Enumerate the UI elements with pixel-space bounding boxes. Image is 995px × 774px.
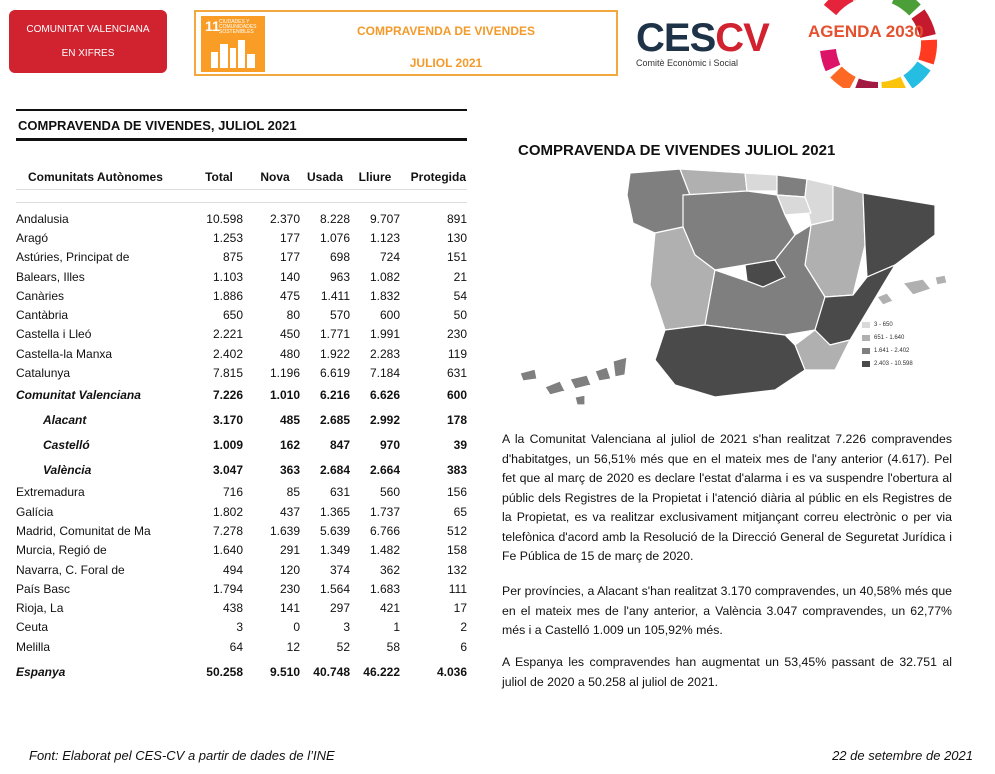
sales-table [16, 165, 467, 688]
cell-lliure: 58 [386, 639, 400, 654]
cell-protegida: 178 [446, 413, 467, 428]
legend-item [862, 318, 913, 331]
cell-lliure: 421 [379, 601, 400, 616]
region-cantabria [745, 173, 777, 191]
cell-lliure: 1.737 [369, 504, 400, 519]
row-label: Castella-la Manxa [16, 346, 113, 361]
logo-cv: CV [715, 16, 769, 60]
row-label: Castelló [43, 438, 90, 453]
region-canaries [520, 357, 627, 405]
sdg-text: CIUDADES Y COMUNIDADES SOSTENIBLES [219, 19, 257, 35]
cell-lliure: 46.222 [363, 665, 400, 680]
cell-lliure: 560 [379, 485, 400, 500]
cell-nova: 230 [279, 581, 300, 596]
row-label: Balears, Illes [16, 269, 85, 284]
cell-protegida: 151 [446, 250, 467, 265]
row-label: Castella i Lleó [16, 327, 92, 342]
cell-lliure: 724 [379, 250, 400, 265]
cell-total: 1.802 [212, 504, 243, 519]
cell-usada: 570 [329, 308, 350, 323]
cell-nova: 177 [279, 250, 300, 265]
cell-total: 3 [236, 620, 243, 635]
cell-usada: 698 [329, 250, 350, 265]
table-title: COMPRAVENDA DE VIVENDES, JULIOL 2021 [18, 118, 297, 133]
cell-total: 1.886 [212, 288, 243, 303]
region-galicia [627, 169, 690, 233]
cell-usada: 2.685 [319, 413, 350, 428]
cell-protegida: 39 [453, 438, 467, 453]
row-label: Melilla [16, 639, 51, 654]
row-label: Madrid, Comunitat de Ma [16, 523, 151, 538]
cell-usada: 1.365 [319, 504, 350, 519]
cell-lliure: 362 [379, 562, 400, 577]
cell-protegida: 600 [446, 388, 467, 403]
table-row [16, 458, 467, 483]
row-label: Andalusia [16, 211, 69, 226]
row-label: Astúries, Principat de [16, 250, 130, 265]
paragraph-3: A Espanya les compravendes han augmentat un 53,45% passant de 32.751 al juliol de 2020 a 50.258 al juliol de 2021. [502, 655, 952, 689]
cell-total: 650 [222, 308, 243, 323]
cell-lliure: 2.664 [369, 463, 400, 478]
cell-usada: 2.684 [319, 463, 350, 478]
cell-total: 7.815 [212, 366, 243, 381]
table-row [16, 521, 467, 540]
legend-label: 1.641 - 2.402 [874, 347, 910, 354]
table-row [16, 325, 467, 344]
cell-nova: 9.510 [269, 665, 300, 680]
legend-label: 651 - 1.640 [874, 334, 905, 341]
cell-protegida: 158 [446, 543, 467, 558]
cell-nova: 1.639 [269, 523, 300, 538]
cell-usada: 963 [329, 269, 350, 284]
map-title: COMPRAVENDA DE VIVENDES JULIOL 2021 [518, 142, 836, 159]
legend-swatch [862, 335, 870, 341]
cell-total: 3.047 [212, 463, 243, 478]
row-label: Catalunya [16, 366, 71, 381]
col-header: Nova [260, 170, 290, 184]
cell-protegida: 65 [453, 504, 467, 519]
sdg-number: 11 [205, 18, 220, 34]
cell-nova: 291 [279, 543, 300, 558]
cell-usada: 6.619 [319, 366, 350, 381]
cell-usada: 1.922 [319, 346, 350, 361]
cell-total: 7.278 [212, 523, 243, 538]
row-label: Extremadura [16, 485, 85, 500]
cell-total: 875 [222, 250, 243, 265]
table-row [16, 267, 467, 286]
cell-lliure: 2.283 [369, 346, 400, 361]
cell-total: 1.640 [212, 543, 243, 558]
cell-total: 1.253 [212, 230, 243, 245]
cell-nova: 177 [279, 230, 300, 245]
cell-lliure: 6.626 [369, 388, 400, 403]
cell-lliure: 1.832 [369, 288, 400, 303]
cell-lliure: 1.991 [369, 327, 400, 342]
cell-total: 1.103 [212, 269, 243, 284]
legend-swatch [862, 322, 870, 328]
cell-nova: 12 [286, 639, 300, 654]
table-row [16, 248, 467, 267]
cell-protegida: 54 [453, 288, 467, 303]
table-row [16, 579, 467, 598]
table-row [16, 560, 467, 579]
cell-total: 494 [222, 562, 243, 577]
row-label: València [43, 463, 92, 478]
cell-total: 2.221 [212, 327, 243, 342]
cell-total: 1.794 [212, 581, 243, 596]
agenda-text: AGENDA 2030 [808, 22, 924, 41]
cell-protegida: 512 [446, 523, 467, 538]
cell-nova: 85 [286, 485, 300, 500]
report-title-box [194, 10, 618, 76]
legend-swatch [862, 361, 870, 367]
col-header: Usada [306, 170, 344, 184]
cell-total: 716 [222, 485, 243, 500]
logo-subtitle: Comitè Econòmic i Social [636, 58, 739, 68]
cell-usada: 8.228 [319, 211, 350, 226]
cell-usada: 1.411 [320, 288, 350, 303]
cell-protegida: 17 [453, 601, 467, 616]
title-line2: JULIOL 2021 [409, 56, 483, 70]
region-andalusia [655, 325, 805, 397]
cell-nova: 141 [279, 601, 300, 616]
cell-protegida: 111 [448, 581, 467, 596]
cell-nova: 1.196 [269, 366, 300, 381]
cell-usada: 3 [343, 620, 350, 635]
cell-lliure: 1.482 [369, 543, 400, 558]
cell-nova: 475 [279, 288, 300, 303]
city-icon [209, 38, 257, 68]
table-row [16, 305, 467, 324]
legend-label: 3 - 650 [874, 321, 893, 328]
cell-nova: 485 [279, 413, 300, 428]
table-row [16, 433, 467, 458]
spain-map [515, 165, 955, 410]
col-header: Protegida [410, 170, 466, 184]
legend-item [862, 357, 913, 370]
cell-nova: 1.010 [269, 388, 300, 403]
row-label: Galícia [16, 504, 54, 519]
cell-lliure: 2.992 [369, 413, 400, 428]
cell-protegida: 230 [446, 327, 467, 342]
row-label: Comunitat Valenciana [16, 388, 141, 403]
table-row [16, 383, 467, 408]
cell-lliure: 600 [379, 308, 400, 323]
cell-protegida: 6 [460, 639, 467, 654]
cell-total: 1.009 [212, 438, 243, 453]
col-header: Lliure [358, 170, 392, 184]
cell-usada: 6.216 [319, 388, 350, 403]
cell-total: 64 [229, 639, 243, 654]
row-label: Aragó [16, 230, 49, 245]
source-note: Font: Elaborat pel CES-CV a partir de dades de l’INE [29, 748, 335, 763]
cell-lliure: 1.082 [369, 269, 400, 284]
row-label: Murcia, Regió de [16, 543, 107, 558]
table-row [16, 618, 467, 637]
cell-nova: 437 [279, 504, 300, 519]
table-row [16, 598, 467, 617]
agenda-2030-logo [800, 0, 940, 88]
badge-line1: COMUNITAT VALENCIANA [26, 24, 150, 35]
table-row [16, 363, 467, 382]
publication-date: 22 de setembre de 2021 [832, 748, 973, 763]
cell-nova: 2.370 [269, 211, 300, 226]
cell-nova: 162 [279, 438, 300, 453]
cell-total: 10.598 [206, 211, 243, 226]
table-row [16, 656, 467, 688]
title-line1: COMPRAVENDA DE VIVENDES [356, 24, 536, 38]
sdg-11-logo [201, 16, 265, 72]
col-header: Comunitats Autònomes [28, 170, 163, 184]
table-row [16, 209, 467, 228]
row-label: Navarra, C. Foral de [16, 562, 125, 577]
cell-protegida: 2 [460, 620, 467, 635]
cell-total: 7.226 [212, 388, 243, 403]
cell-nova: 140 [279, 269, 300, 284]
table-row [16, 228, 467, 247]
region-badge [9, 10, 167, 73]
cell-usada: 631 [329, 485, 350, 500]
cell-protegida: 50 [453, 308, 467, 323]
cell-total: 3.170 [212, 413, 243, 428]
cell-lliure: 1 [393, 620, 400, 635]
cell-protegida: 130 [446, 230, 467, 245]
sdg-wheel-icon [800, 0, 940, 88]
cell-usada: 1.349 [319, 543, 350, 558]
cell-usada: 5.639 [319, 523, 350, 538]
row-label: Rioja, La [16, 601, 64, 616]
region-balears [877, 275, 947, 305]
table-row [16, 502, 467, 521]
table-header-row [16, 165, 467, 190]
cell-protegida: 4.036 [436, 665, 467, 680]
region-navarra [805, 179, 833, 225]
cell-total: 2.402 [212, 346, 243, 361]
legend-item [862, 344, 913, 357]
cell-protegida: 119 [447, 346, 467, 361]
row-label: País Basc [16, 581, 71, 596]
table-top-rule [16, 109, 467, 111]
cell-protegida: 631 [446, 366, 467, 381]
cell-usada: 40.748 [313, 665, 350, 680]
cell-usada: 847 [329, 438, 350, 453]
table-row [16, 286, 467, 305]
paragraph-2: Per províncies, a Alacant s'han realitzat 3.170 compravendes, un 40,58% més que en el mateix mes de l'any anterior, a València 3.047 compravendes, un 62,77% més i a Castelló 1.009 un 105,92% més. [502, 584, 952, 637]
row-label: Ceuta [16, 620, 49, 635]
cell-nova: 450 [279, 327, 300, 342]
cell-protegida: 132 [446, 562, 467, 577]
table-title-rule [16, 138, 467, 141]
table-row [16, 483, 467, 502]
cell-protegida: 156 [446, 485, 467, 500]
logo-ces: CES [636, 16, 716, 60]
cescv-logo [636, 18, 769, 68]
legend-label: 2.403 - 10.598 [874, 360, 913, 367]
cell-lliure: 6.766 [369, 523, 400, 538]
row-label: Espanya [16, 665, 66, 680]
cell-usada: 1.564 [319, 581, 350, 596]
table-row [16, 541, 467, 560]
table-row [16, 408, 467, 433]
cell-nova: 80 [286, 308, 300, 323]
region-pais-basc [777, 175, 807, 197]
cell-total: 438 [222, 601, 243, 616]
badge-line2: EN XIFRES [61, 48, 115, 59]
col-header: Total [205, 170, 233, 184]
legend-swatch [862, 348, 870, 354]
cell-nova: 480 [279, 346, 300, 361]
cell-lliure: 7.184 [369, 366, 400, 381]
table-row [16, 637, 467, 656]
cell-lliure: 9.707 [369, 211, 400, 226]
cell-nova: 363 [279, 463, 300, 478]
cell-usada: 374 [329, 562, 350, 577]
cell-usada: 1.771 [319, 327, 350, 342]
map-legend [862, 318, 913, 370]
cell-total: 50.258 [206, 665, 243, 680]
table-row [16, 344, 467, 363]
cell-usada: 1.076 [319, 230, 350, 245]
cell-protegida: 891 [446, 211, 467, 226]
cell-usada: 52 [336, 639, 350, 654]
legend-item [862, 331, 913, 344]
table-spacer-row [16, 190, 467, 203]
cell-lliure: 970 [379, 438, 400, 453]
cell-usada: 297 [329, 601, 350, 616]
region-catalunya [863, 193, 935, 277]
cell-protegida: 21 [453, 269, 467, 284]
row-label: Canàries [16, 288, 65, 303]
cell-lliure: 1.683 [369, 581, 400, 596]
paragraph-1: A la Comunitat Valenciana al juliol de 2021 s'han realitzat 7.226 compravendes d'habitatges, un 56,51% més que en el mateix mes de l'any anterior (4.617). Pel fet que al març de 2020 es declare l'estat d'alarma i es va suspendre l'obertura al públic dels Registres de la Propietat i l'atenció diària al públic en els Registres de la Propietat, es va realitzar exclusivament mitjançant correu electrònic o per via telefònica d'acord amb la Resolució de la Direcció General de Seguretat Jurídica i Fe Pública de 15 de març de 2020. [502, 432, 952, 563]
row-label: Cantàbria [16, 308, 69, 323]
cell-protegida: 383 [446, 463, 467, 478]
cell-lliure: 1.123 [369, 230, 400, 245]
cell-nova: 0 [293, 620, 300, 635]
cell-nova: 120 [279, 562, 300, 577]
row-label: Alacant [43, 413, 87, 428]
